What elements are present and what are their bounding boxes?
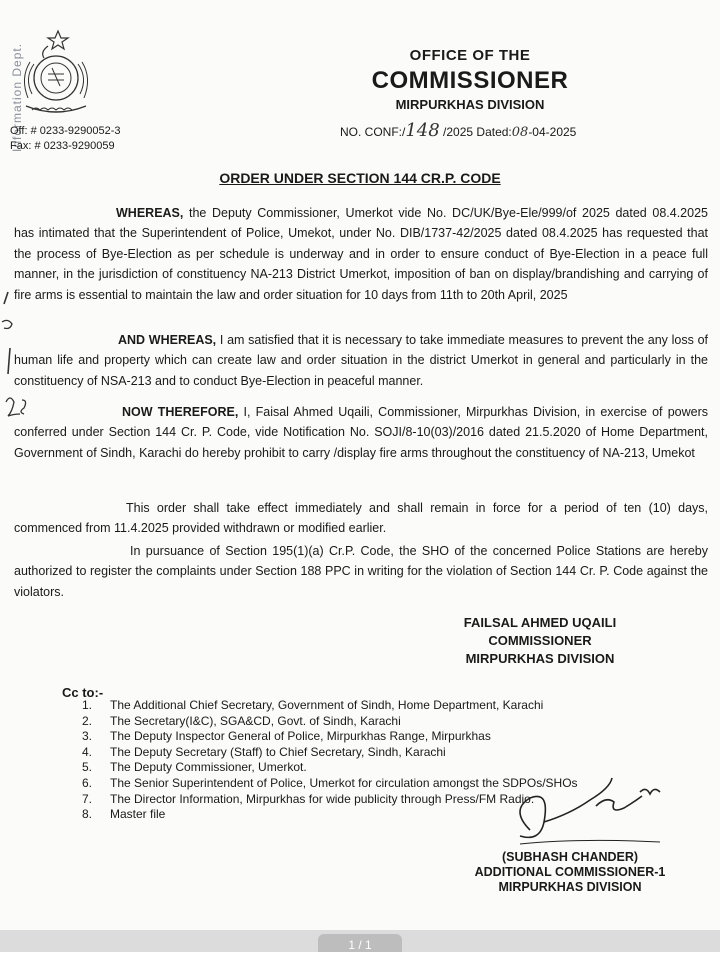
ref-number: 148 [405,120,440,141]
page-indicator[interactable]: 1 / 1 [318,934,402,952]
signatory-designation: COMMISSIONER [488,633,592,648]
ref-day: 08 [511,125,529,140]
paragraph-effect: This order shall take effect immediately and shall remain in force for a period of ten (10) days, commenced from 11.4.2025 provided withdrawn or modified earlier. [14,501,708,536]
paragraph-and-whereas [14,330,708,391]
cc-item: 2. The Secretary(I&C), SGA&CD, Govt. of Sindh, Karachi [82,713,401,728]
second-signatory-designation: ADDITIONAL COMMISSIONER-1 [474,865,666,879]
p2-body: I am satisfied that it is necessary to take immediate measures to prevent the any loss of human life and property which can create law and order situation in the district Umerkot in general and particularly in the constituency of NSA-213 and to conduct Bye-Election in peaceful manner. [14,333,709,388]
contact-block [10,124,121,154]
p3-body: I, Faisal Ahmed Uqaili, Commissioner, Mirpurkhas Division, in exercise of powers conferred under Section 144 Cr. P. Code, vide Notification No. SOJI/8-10(03)/2016 dated 21.5.2020 of Home Department, Government of Sindh, Karachi do hereby prohibit to carry /display fire arms throughout the constituency of NA-213, Umekot [14,405,708,460]
cc-item: 3. The Deputy Inspector General of Police, Mirpurkhas Range, Mirpurkhas [82,729,491,744]
order-title: ORDER UNDER SECTION 144 CR.P. CODE [219,170,501,186]
paragraph-whereas [14,203,708,305]
handwritten-signature [500,770,670,850]
paragraph-pursuance: In pursuance of Section 195(1)(a) Cr.P. Code, the SHO of the concerned Police Stations are hereby authorized to register the complaints under Section 188 PPC in writing for the violation of Section 144 Cr. P. Code against the violators. [14,544,708,599]
p2-lead: AND WHEREAS, [118,333,217,347]
side-stamp: Information Dept. [10,42,24,152]
signatory-block [440,614,640,668]
p3-lead: NOW THEREFORE, [122,405,239,419]
office-of-the: OFFICE OF THE [409,47,531,64]
p1-lead: WHEREAS, [116,206,184,220]
reference-line [340,120,576,141]
cc-item: 7. The Director Information, Mirpurkhas for wide publicity through Press/FM Radio. [82,791,535,806]
office-title: COMMISSIONER [371,67,569,94]
sindh-emblem-icon [10,28,102,120]
paragraph-now-therefore [14,402,708,463]
second-signatory-name: (SUBHASH CHANDER) [501,850,639,864]
cc-item: 8. Master file [82,807,166,822]
signatory-office: MIRPURKHAS DIVISION [465,651,615,666]
cc-item: 5. The Deputy Commissioner, Umerkot. [82,760,307,775]
cc-item: 4. The Deputy Secretary (Staff) to Chief Secretary, Sindh, Karachi [82,744,446,759]
second-signatory-block [440,850,700,895]
cc-heading: Cc to:- [62,685,104,700]
cc-item: 1. The Additional Chief Secretary, Government of Sindh, Home Department, Karachi [82,698,544,712]
division-name: MIRPURKHAS DIVISION [395,97,545,112]
margin-handwriting [0,282,40,432]
second-signatory-office: MIRPURKHAS DIVISION [498,880,642,894]
office-phone: Off: # 0233-9290052-3 [10,125,121,137]
ref-prefix: NO. CONF:/ [340,125,406,139]
ref-date-rest: -04-2025 [528,125,577,139]
p1-body: the Deputy Commissioner, Umerkot vide No. DC/UK/Bye-Ele/999/of 2025 dated 08.4.2025 has intimated that the Superintendent of Police, Umekot, under No. DIB/1737-42/2025 dated 08.4.2025 has requested that the process of Bye-Election as per schedule is underway and in order to ensure conduct of Bye-Election in a peace full manner, in the jurisdiction of constituency NA-213 District Umerkot, imposition of ban on display/brandishing and carrying of fire arms is essential to maintain the law and order situation for 10 days from 11th to 20th April, 2025 [14,206,708,302]
cc-item: 6. The Senior Superintendent of Police, Umerkot for circulation amongst the SDPOs/SHOs [82,775,578,790]
signatory-name: FAILSAL AHMED UQAILI [463,615,617,630]
fax-number: Fax: # 0233-9290059 [10,140,115,152]
ref-suffix: /2025 Dated: [443,125,512,139]
